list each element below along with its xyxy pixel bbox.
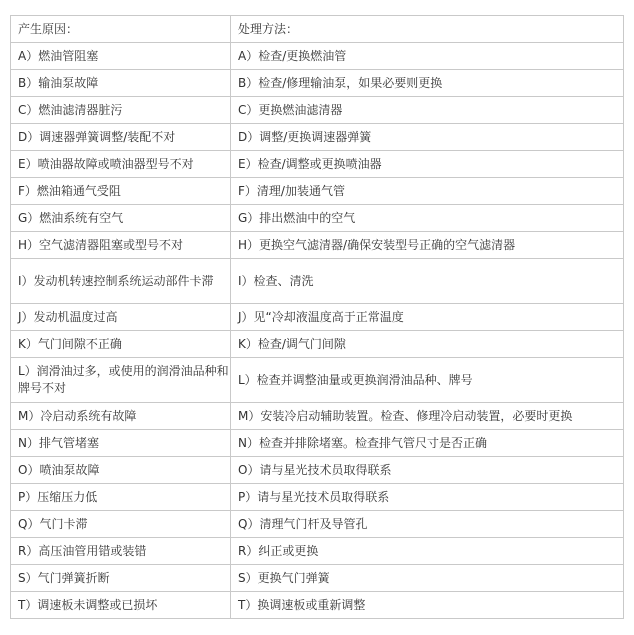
table-row [11, 43, 624, 70]
troubleshooting-table [10, 15, 624, 619]
solution-cell: L）检查并调整油量或更换润滑油品种、牌号 [231, 358, 624, 403]
cause-cell: C）燃油滤清器脏污 [11, 97, 231, 124]
table-row [11, 259, 624, 304]
cause-cell: I）发动机转速控制系统运动部件卡滞 [11, 259, 231, 304]
cause-cell: F）燃油箱通气受阻 [11, 178, 231, 205]
table-row [11, 232, 624, 259]
cause-cell: L）润滑油过多，或使用的润滑油品种和牌号不对 [11, 358, 231, 403]
cause-cell: Q）气门卡滞 [11, 511, 231, 538]
table-row [11, 484, 624, 511]
solution-cell: S）更换气门弹簧 [231, 565, 624, 592]
table-row [11, 178, 624, 205]
cause-cell: S）气门弹簧折断 [11, 565, 231, 592]
cause-cell: B）输油泵故障 [11, 70, 231, 97]
solution-cell: N）检查并排除堵塞。检查排气管尺寸是否正确 [231, 430, 624, 457]
table-row [11, 205, 624, 232]
solution-cell: J）见“冷却液温度高于正常温度 [231, 304, 624, 331]
solution-cell: C）更换燃油滤清器 [231, 97, 624, 124]
table-row [11, 151, 624, 178]
cause-cell: O）喷油泵故障 [11, 457, 231, 484]
table-row [11, 457, 624, 484]
cause-cell: M）冷启动系统有故障 [11, 403, 231, 430]
cause-cell: K）气门间隙不正确 [11, 331, 231, 358]
solution-cell: O）请与星光技术员取得联系 [231, 457, 624, 484]
cause-cell: D）调速器弹簧调整/装配不对 [11, 124, 231, 151]
solution-cell: D）调整/更换调速器弹簧 [231, 124, 624, 151]
table-row [11, 331, 624, 358]
solution-cell: H）更换空气滤清器/确保安装型号正确的空气滤清器 [231, 232, 624, 259]
solution-cell: T）换调速板或重新调整 [231, 592, 624, 619]
cause-cell: R）高压油管用错或装错 [11, 538, 231, 565]
solution-cell: I）检查、清洗 [231, 259, 624, 304]
solution-cell: Q）清理气门杆及导管孔 [231, 511, 624, 538]
table-row [11, 592, 624, 619]
solution-cell: K）检查/调气门间隙 [231, 331, 624, 358]
solution-cell: B）检查/修理输油泵，如果必要则更换 [231, 70, 624, 97]
table-row [11, 511, 624, 538]
header-solution: 处理方法： [231, 16, 624, 43]
table-row [11, 430, 624, 457]
solution-cell: G）排出燃油中的空气 [231, 205, 624, 232]
solution-cell: E）检查/调整或更换喷油器 [231, 151, 624, 178]
table-row [11, 403, 624, 430]
table-row [11, 70, 624, 97]
cause-cell: N）排气管堵塞 [11, 430, 231, 457]
header-cause: 产生原因： [11, 16, 231, 43]
table-row [11, 124, 624, 151]
table-row [11, 538, 624, 565]
cause-cell: A）燃油管阻塞 [11, 43, 231, 70]
cause-cell: G）燃油系统有空气 [11, 205, 231, 232]
table-row [11, 97, 624, 124]
table-row [11, 565, 624, 592]
solution-cell: M）安装冷启动辅助装置。检查、修理冷启动装置，必要时更换 [231, 403, 624, 430]
solution-cell: F）清理/加装通气管 [231, 178, 624, 205]
solution-cell: P）请与星光技术员取得联系 [231, 484, 624, 511]
solution-cell: R）纠正或更换 [231, 538, 624, 565]
table-header-row [11, 16, 624, 43]
cause-cell: J）发动机温度过高 [11, 304, 231, 331]
cause-cell: E）喷油器故障或喷油器型号不对 [11, 151, 231, 178]
cause-cell: H）空气滤清器阻塞或型号不对 [11, 232, 231, 259]
cause-cell: T）调速板未调整或已损坏 [11, 592, 231, 619]
table-row [11, 304, 624, 331]
cause-cell: P）压缩压力低 [11, 484, 231, 511]
solution-cell: A）检查/更换燃油管 [231, 43, 624, 70]
table-row [11, 358, 624, 403]
